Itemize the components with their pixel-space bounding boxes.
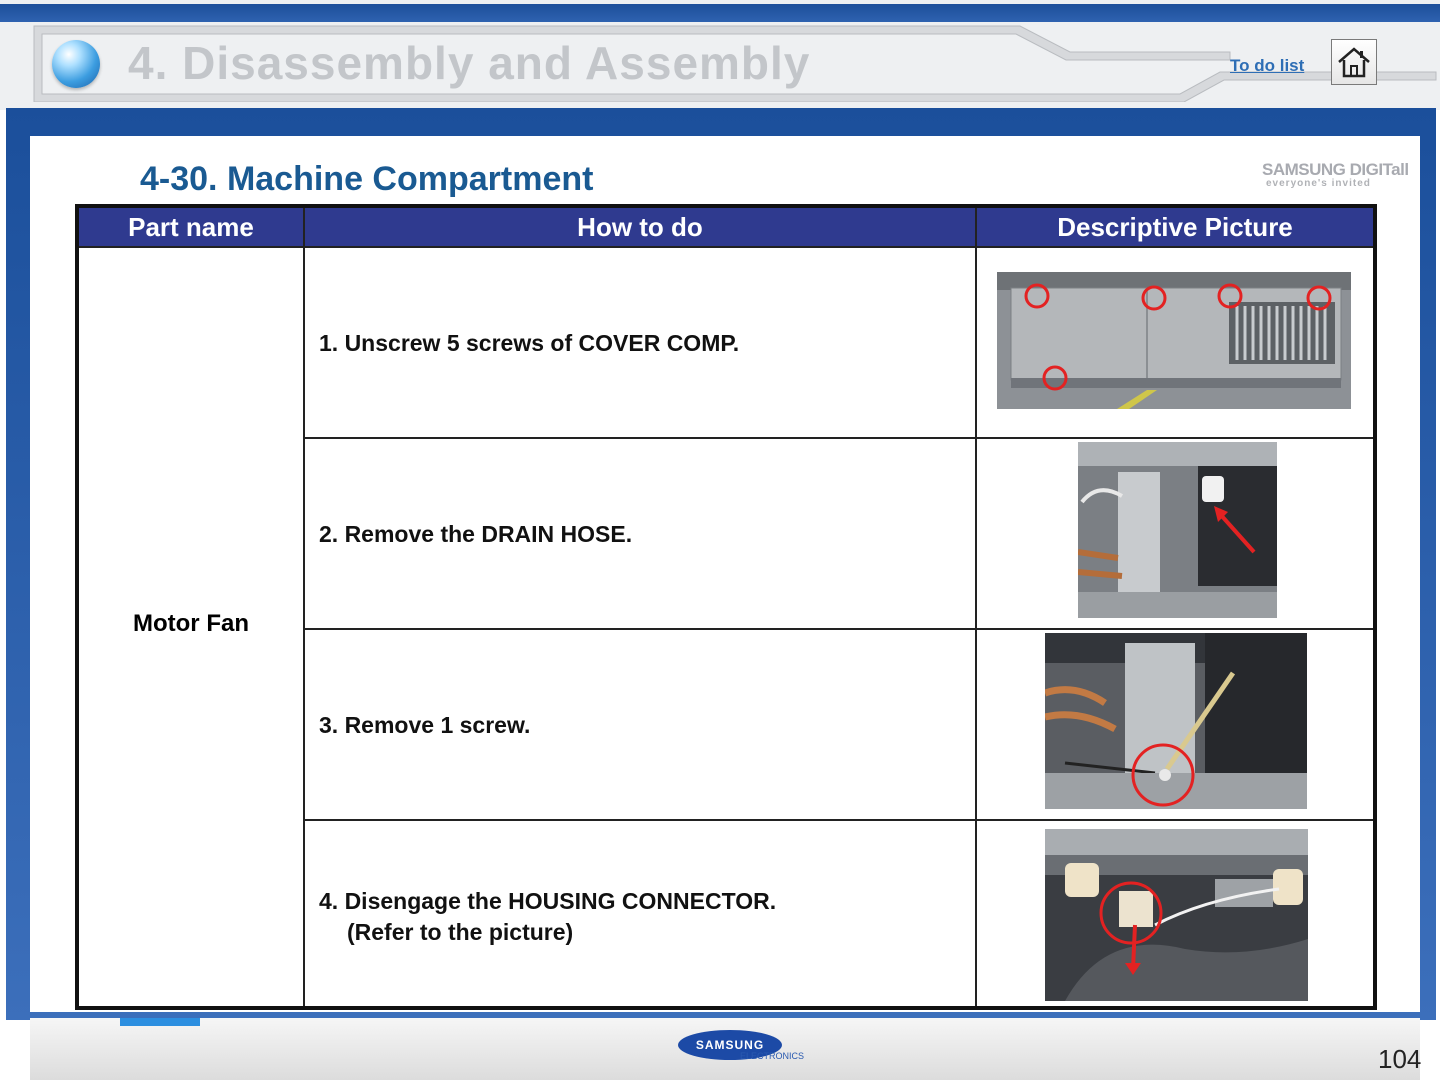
header-divider: [79, 246, 1373, 248]
step-1-text: 1. Unscrew 5 screws of COVER COMP.: [319, 330, 740, 356]
step-4-photo: [1045, 829, 1308, 1001]
part-name-cell: Motor Fan: [133, 610, 249, 637]
column-header-part-name: Part name: [79, 208, 303, 246]
home-button[interactable]: [1331, 39, 1377, 85]
footer-accent-stripe: [120, 1018, 200, 1026]
housing-connector-illustration: [1045, 829, 1308, 1001]
globe-icon: [52, 40, 100, 88]
drain-hose-illustration: [1078, 442, 1277, 618]
row-divider-2: [305, 628, 1373, 630]
column-header-how-to-do: How to do: [305, 208, 975, 246]
step-4-note: (Refer to the picture): [347, 919, 574, 945]
column-divider-1: [303, 208, 305, 1006]
step-2-text: 2. Remove the DRAIN HOSE.: [319, 521, 633, 547]
samsung-electronics-text: ELECTRONICS: [740, 1051, 805, 1061]
header-top-stripe: [0, 4, 1440, 22]
section-title: 4-30. Machine Compartment: [140, 160, 594, 198]
column-divider-2: [975, 208, 977, 1006]
page-title: 4. Disassembly and Assembly: [128, 37, 811, 89]
samsung-digitall-tagline: everyone's invited: [1266, 178, 1371, 189]
step-4-text: 4. Disengage the HOUSING CONNECTOR.: [319, 888, 777, 914]
step-2-photo: [1078, 442, 1277, 618]
row-divider-3: [305, 819, 1373, 821]
screw-illustration: [1045, 633, 1307, 809]
step-1-photo: [997, 272, 1351, 409]
step-3-text: 3. Remove 1 screw.: [319, 712, 531, 738]
cover-comp-illustration: [997, 272, 1351, 409]
page-number: 104: [1378, 1044, 1422, 1074]
home-icon: [1332, 40, 1376, 84]
samsung-digitall-logo: SAMSUNG DIGITall: [1262, 160, 1409, 179]
row-divider-1: [305, 437, 1373, 439]
samsung-logo: SAMSUNG: [678, 1030, 782, 1060]
column-header-descriptive-picture: Descriptive Picture: [977, 208, 1373, 246]
todo-list-link[interactable]: To do list: [1230, 56, 1305, 75]
step-3-photo: [1045, 633, 1307, 809]
